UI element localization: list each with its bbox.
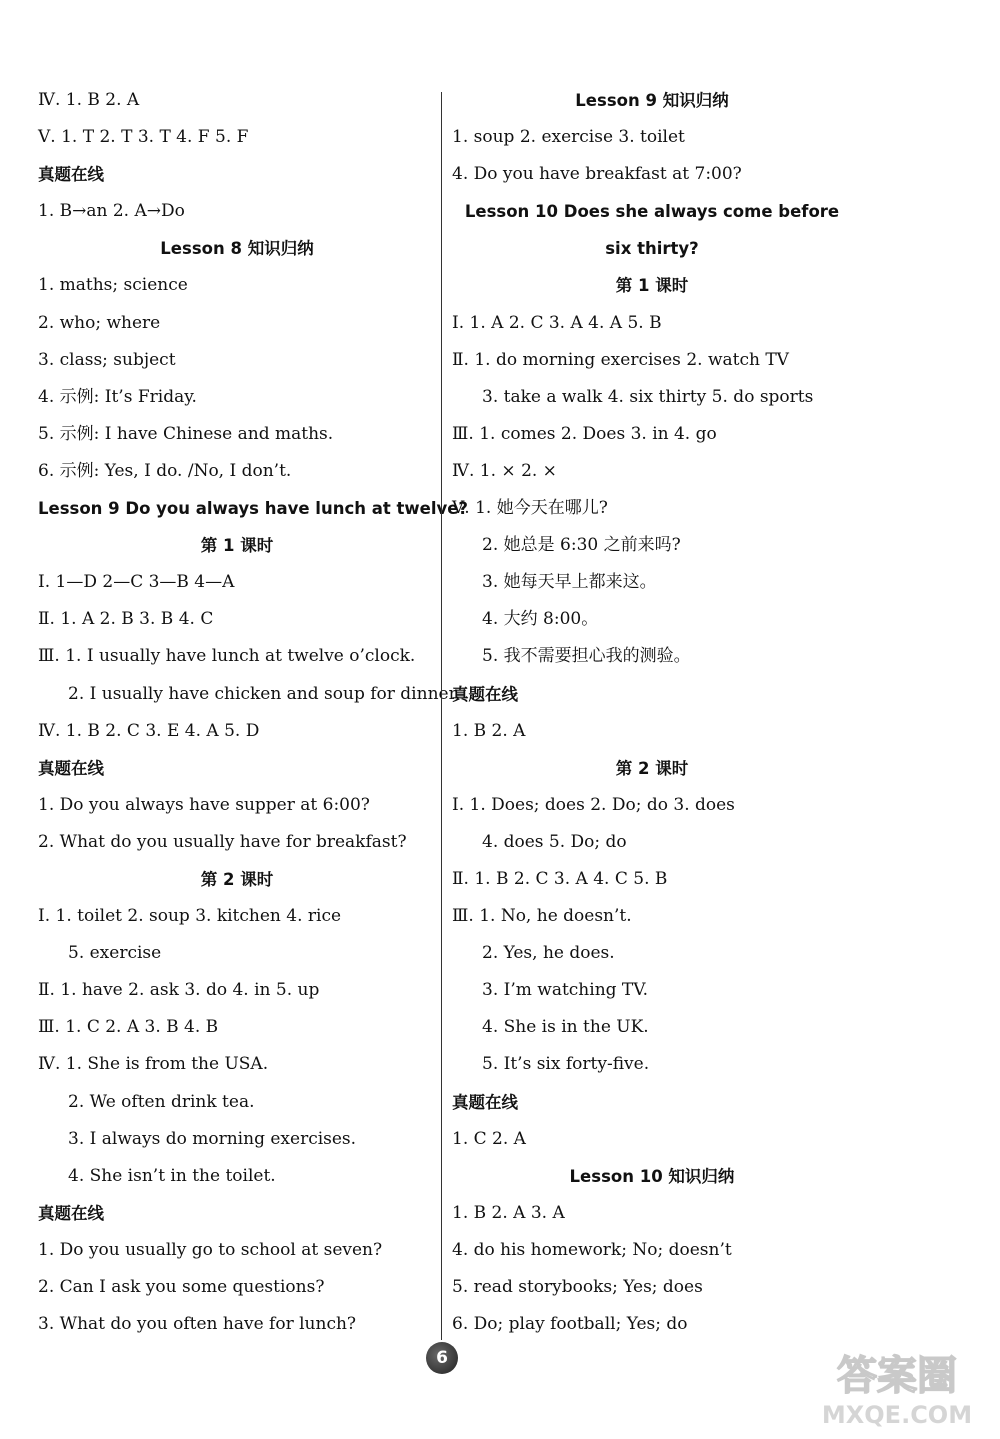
answer-line: 3. class; subject (38, 349, 176, 370)
section-heading: six thirty? (605, 239, 699, 259)
left-column (38, 82, 468, 1343)
answer-line: 1. Do you always have supper at 6:00? (38, 794, 370, 815)
answer-line: Ⅳ. 1. × 2. × (452, 460, 557, 481)
answer-line: 4. 示例: It’s Friday. (38, 386, 197, 407)
answer-line: 1. B→an 2. A→Do (38, 201, 185, 222)
answer-line: Ⅴ. 1. 她今天在哪儿? (452, 498, 608, 519)
answer-line: 2. 她总是 6:30 之前来吗? (482, 535, 681, 556)
section-heading: 第 2 课时 (615, 758, 689, 778)
answer-line: 3. I’m watching TV. (482, 980, 648, 1001)
answer-line: 5. exercise (68, 943, 162, 964)
answer-line: 1. Do you usually go to school at seven? (38, 1239, 383, 1260)
answer-line: Ⅲ. 1. I usually have lunch at twelve o’clock. (38, 646, 416, 667)
answer-line: 4. She isn’t in the toilet. (68, 1165, 276, 1186)
watermark-brand: 答案圈 (837, 1353, 957, 1399)
answer-line: 2. I usually have chicken and soup for dinner. (68, 683, 461, 704)
section-heading: 真题在线 (38, 1203, 104, 1223)
page-number: 6 (426, 1342, 458, 1374)
answer-line: Ⅰ. 1. Does; does 2. Do; do 3. does (452, 794, 735, 815)
answer-line: 2. Can I ask you some questions? (38, 1277, 325, 1297)
section-heading: Lesson 9 Do you always have lunch at twelve? (38, 499, 468, 519)
answer-line: Ⅱ. 1. B 2. C 3. A 4. C 5. B (452, 868, 668, 889)
section-heading: 真题在线 (38, 758, 104, 778)
watermark-logo (802, 1341, 992, 1431)
answer-line: 5. 示例: I have Chinese and maths. (38, 423, 334, 444)
section-heading: 真题在线 (452, 684, 518, 704)
answer-line: Ⅳ. 1. B 2. A (38, 90, 140, 110)
section-heading: Lesson 9 知识归纳 (575, 91, 729, 110)
answer-line: 1. C 2. A (452, 1128, 526, 1149)
answer-line: 3. I always do morning exercises. (68, 1128, 357, 1149)
section-heading: 第 1 课时 (615, 276, 689, 296)
watermark-site: MXQE.COM (821, 1401, 973, 1429)
answer-line: 5. It’s six forty-five. (482, 1054, 650, 1075)
right-column (452, 82, 852, 1343)
section-heading: 真题在线 (452, 1092, 518, 1112)
section-heading: 第 2 课时 (200, 869, 274, 889)
answer-line: Ⅱ. 1. have 2. ask 3. do 4. in 5. up (38, 980, 320, 1001)
answer-line: 2. who; where (38, 312, 161, 333)
answer-line: 6. Do; play football; Yes; do (452, 1314, 688, 1335)
answer-line: 2. We often drink tea. (68, 1091, 255, 1112)
answer-line: Ⅰ. 1—D 2—C 3—B 4—A (38, 572, 235, 593)
answer-line: 3. 她每天早上都来这。 (482, 572, 657, 593)
answer-line: 2. What do you usually have for breakfast? (38, 831, 407, 852)
section-heading: Lesson 8 知识归纳 (160, 239, 314, 259)
answer-line: 1. B 2. A 3. A (452, 1202, 565, 1223)
answer-line: 3. What do you often have for lunch? (38, 1314, 357, 1335)
section-heading: 真题在线 (38, 165, 104, 185)
answer-line: 6. 示例: Yes, I do. /No, I don’t. (38, 460, 292, 481)
answer-line: Ⅰ. 1. toilet 2. soup 3. kitchen 4. rice (38, 906, 342, 927)
answer-line: Ⅲ. 1. comes 2. Does 3. in 4. go (452, 423, 717, 444)
answer-line: 4. She is in the UK. (482, 1017, 649, 1038)
answer-line: 4. Do you have breakfast at 7:00? (452, 164, 742, 185)
answer-line: 4. 大约 8:00。 (482, 609, 599, 630)
answer-line: Ⅱ. 1. do morning exercises 2. watch TV (452, 349, 789, 370)
answer-line: Ⅳ. 1. B 2. C 3. E 4. A 5. D (38, 720, 260, 741)
answer-line: Ⅴ. 1. T 2. T 3. T 4. F 5. F (38, 127, 249, 148)
answer-line: Ⅳ. 1. She is from the USA. (38, 1054, 269, 1075)
answer-line: Ⅲ. 1. C 2. A 3. B 4. B (38, 1017, 219, 1038)
answer-line: 3. take a walk 4. six thirty 5. do sports (482, 386, 814, 407)
answer-line: 2. Yes, he does. (482, 943, 615, 964)
answer-line: 5. 我不需要担心我的测验。 (482, 646, 691, 667)
answer-line: 5. read storybooks; Yes; does (452, 1277, 703, 1297)
section-heading: 第 1 课时 (200, 536, 274, 556)
section-heading: Lesson 10 知识归纳 (569, 1166, 735, 1186)
column-divider (441, 92, 442, 1340)
answer-line: 4. does 5. Do; do (482, 831, 627, 852)
answer-line: 1. soup 2. exercise 3. toilet (452, 127, 685, 148)
section-heading: Lesson 10 Does she always come before (464, 202, 840, 222)
answer-line: 4. do his homework; No; doesn’t (452, 1239, 732, 1260)
answer-line: 1. maths; science (38, 275, 188, 296)
answer-line: Ⅲ. 1. No, he doesn’t. (452, 906, 632, 927)
answer-line: 1. B 2. A (452, 720, 526, 741)
answer-line: Ⅱ. 1. A 2. B 3. B 4. C (38, 609, 214, 630)
answer-line: Ⅰ. 1. A 2. C 3. A 4. A 5. B (452, 312, 662, 333)
